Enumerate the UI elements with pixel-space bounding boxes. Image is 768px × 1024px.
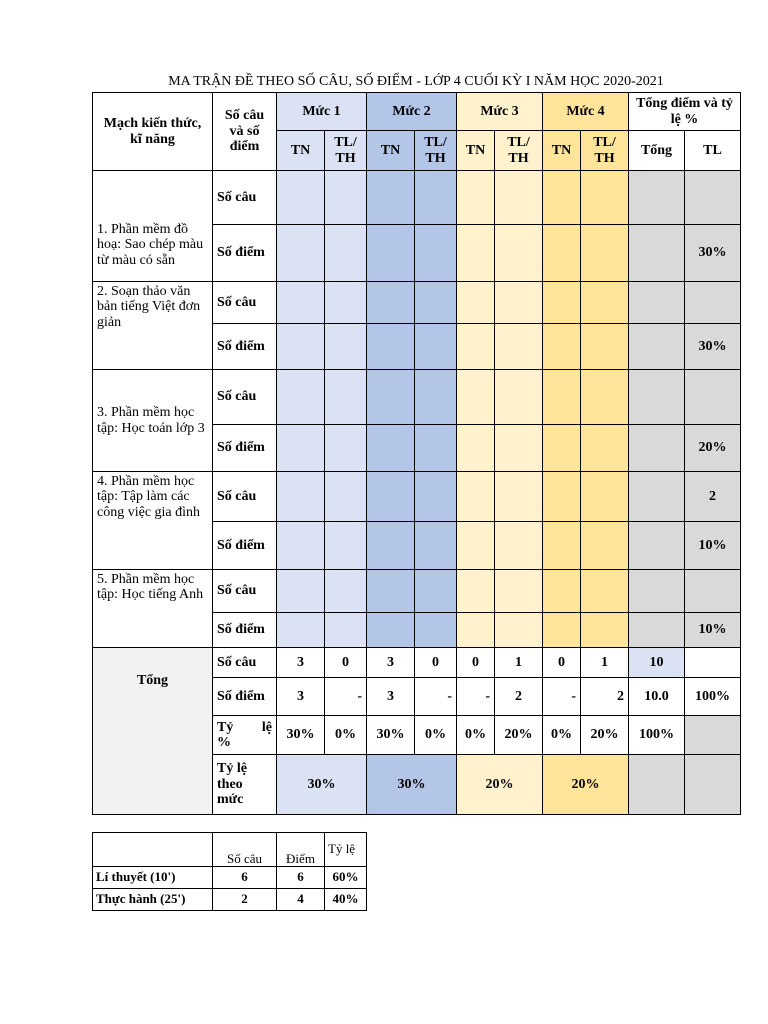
- header-tlth: TL/ TH: [415, 131, 457, 171]
- row-label-so-diem: Số điểm: [213, 613, 277, 648]
- cell-value: -: [415, 678, 457, 716]
- header-tlth: TL/ TH: [495, 131, 543, 171]
- assessment-matrix-table: [92, 92, 741, 815]
- cell-value: [685, 648, 741, 678]
- table-row: [93, 867, 367, 889]
- header-level-2: Mức 2: [367, 93, 457, 131]
- topic-label: 1. Phần mềm đồ hoạ: Sao chép màu từ màu có sẵn: [93, 171, 213, 282]
- row-label-ty-le: [213, 716, 277, 755]
- cell-value: 0%: [457, 716, 495, 755]
- table-row: [93, 282, 741, 324]
- cell-value: 20%: [495, 716, 543, 755]
- header-tn: TN: [277, 131, 325, 171]
- summary-row-label: Lí thuyết (10'): [93, 867, 213, 889]
- cell-value: 10%: [685, 522, 741, 570]
- cell-value: 0: [415, 648, 457, 678]
- summary-row-label: Thực hành (25'): [93, 889, 213, 911]
- header-total-group: Tổng điểm và tỷ lệ %: [629, 93, 741, 131]
- cell-value: 30%: [277, 755, 367, 815]
- ty-le-label-b: lệ: [261, 719, 272, 735]
- topic-label: 5. Phần mềm học tập: Học tiếng Anh: [93, 570, 213, 648]
- cell-value: 6: [213, 867, 277, 889]
- cell-value: 10: [629, 648, 685, 678]
- header-type: Số câu và số điểm: [213, 93, 277, 171]
- cell-value: 0: [325, 648, 367, 678]
- cell-value: 1: [495, 648, 543, 678]
- row-label-so-diem: Số điểm: [213, 522, 277, 570]
- row-label-ty-le-theo-muc: Tỷ lệ theo mức: [213, 755, 277, 815]
- cell-value: 30%: [367, 755, 457, 815]
- cell-value: 2: [495, 678, 543, 716]
- summary-header-so-cau: Số câu: [213, 833, 277, 867]
- cell-value: 30%: [367, 716, 415, 755]
- row-label-so-cau: Số câu: [213, 570, 277, 613]
- cell-value: 3: [367, 678, 415, 716]
- topic-label: 2. Soạn thảo văn bản tiếng Việt đơn giản: [93, 282, 213, 370]
- header-tl: TL: [685, 131, 741, 171]
- summary-header-diem: Điểm: [277, 833, 325, 867]
- header-tn: TN: [367, 131, 415, 171]
- cell-value: 3: [277, 678, 325, 716]
- ty-le-label-a: Tỷ: [217, 719, 234, 735]
- header-tlth: TL/ TH: [581, 131, 629, 171]
- cell-value: 20%: [457, 755, 543, 815]
- cell-value: 0%: [543, 716, 581, 755]
- cell-value: 30%: [277, 716, 325, 755]
- cell-value: 6: [277, 867, 325, 889]
- header-tn: TN: [543, 131, 581, 171]
- cell-value: 20%: [685, 425, 741, 472]
- summary-table: [92, 832, 367, 911]
- table-row: [93, 833, 367, 867]
- row-label-so-cau: Số câu: [213, 648, 277, 678]
- table-row: [93, 171, 741, 225]
- row-label-so-cau: Số câu: [213, 171, 277, 225]
- row-label-so-cau: Số câu: [213, 472, 277, 522]
- cell-value: 0%: [415, 716, 457, 755]
- row-label-so-cau: Số câu: [213, 282, 277, 324]
- table-row: [93, 472, 741, 522]
- cell-value: -: [325, 678, 367, 716]
- header-topic: Mạch kiến thức, kĩ năng: [93, 93, 213, 171]
- cell-value: 1: [581, 648, 629, 678]
- header-level-4: Mức 4: [543, 93, 629, 131]
- header-level-1: Mức 1: [277, 93, 367, 131]
- cell-value: 30%: [685, 225, 741, 282]
- cell-value: -: [457, 678, 495, 716]
- cell-value: 10.0: [629, 678, 685, 716]
- cell-value: 2: [685, 472, 741, 522]
- header-level-3: Mức 3: [457, 93, 543, 131]
- cell-value: -: [543, 678, 581, 716]
- table-row: [93, 889, 367, 911]
- cell-value: [685, 171, 741, 225]
- document-title: MA TRẬN ĐỀ THEO SỐ CÂU, SỐ ĐIỂM - LỚP 4 CUỐI KỲ I NĂM HỌC 2020-2021: [168, 74, 664, 89]
- cell-value: 40%: [325, 889, 367, 911]
- summary-header-blank: [93, 833, 213, 867]
- topic-label: 3. Phần mềm học tập: Học toán lớp 3: [93, 370, 213, 472]
- ty-le-label-c: %: [217, 735, 231, 750]
- header-tn: TN: [457, 131, 495, 171]
- summary-header-ty-le: Tỷ lệ: [325, 833, 367, 867]
- tong-label: Tổng: [93, 648, 213, 815]
- table-row: [93, 370, 741, 425]
- cell-value: 20%: [581, 716, 629, 755]
- header-tlth: TL/ TH: [325, 131, 367, 171]
- cell-value: 10%: [685, 613, 741, 648]
- cell-value: 4: [277, 889, 325, 911]
- cell-value: [685, 282, 741, 324]
- topic-label: 4. Phần mềm học tập: Tập làm các công việc gia đình: [93, 472, 213, 570]
- cell-value: 20%: [543, 755, 629, 815]
- cell-value: 0: [457, 648, 495, 678]
- cell-value: 0%: [325, 716, 367, 755]
- cell-value: 3: [277, 648, 325, 678]
- cell-value: 30%: [685, 324, 741, 370]
- row-label-so-cau: Số câu: [213, 370, 277, 425]
- cell-value: 3: [367, 648, 415, 678]
- cell-value: 60%: [325, 867, 367, 889]
- cell-value: 0: [543, 648, 581, 678]
- row-label-so-diem: Số điểm: [213, 225, 277, 282]
- table-row: [93, 648, 741, 678]
- row-label-so-diem: Số điểm: [213, 324, 277, 370]
- row-label-so-diem: Số điểm: [213, 425, 277, 472]
- cell-value: 100%: [685, 678, 741, 716]
- row-label-so-diem: Số điểm: [213, 678, 277, 716]
- cell-value: [685, 570, 741, 613]
- cell-value: [685, 370, 741, 425]
- header-tong: Tổng: [629, 131, 685, 171]
- table-row: [93, 570, 741, 613]
- cell-value: 2: [213, 889, 277, 911]
- cell-value: 2: [581, 678, 629, 716]
- cell-value: 100%: [629, 716, 685, 755]
